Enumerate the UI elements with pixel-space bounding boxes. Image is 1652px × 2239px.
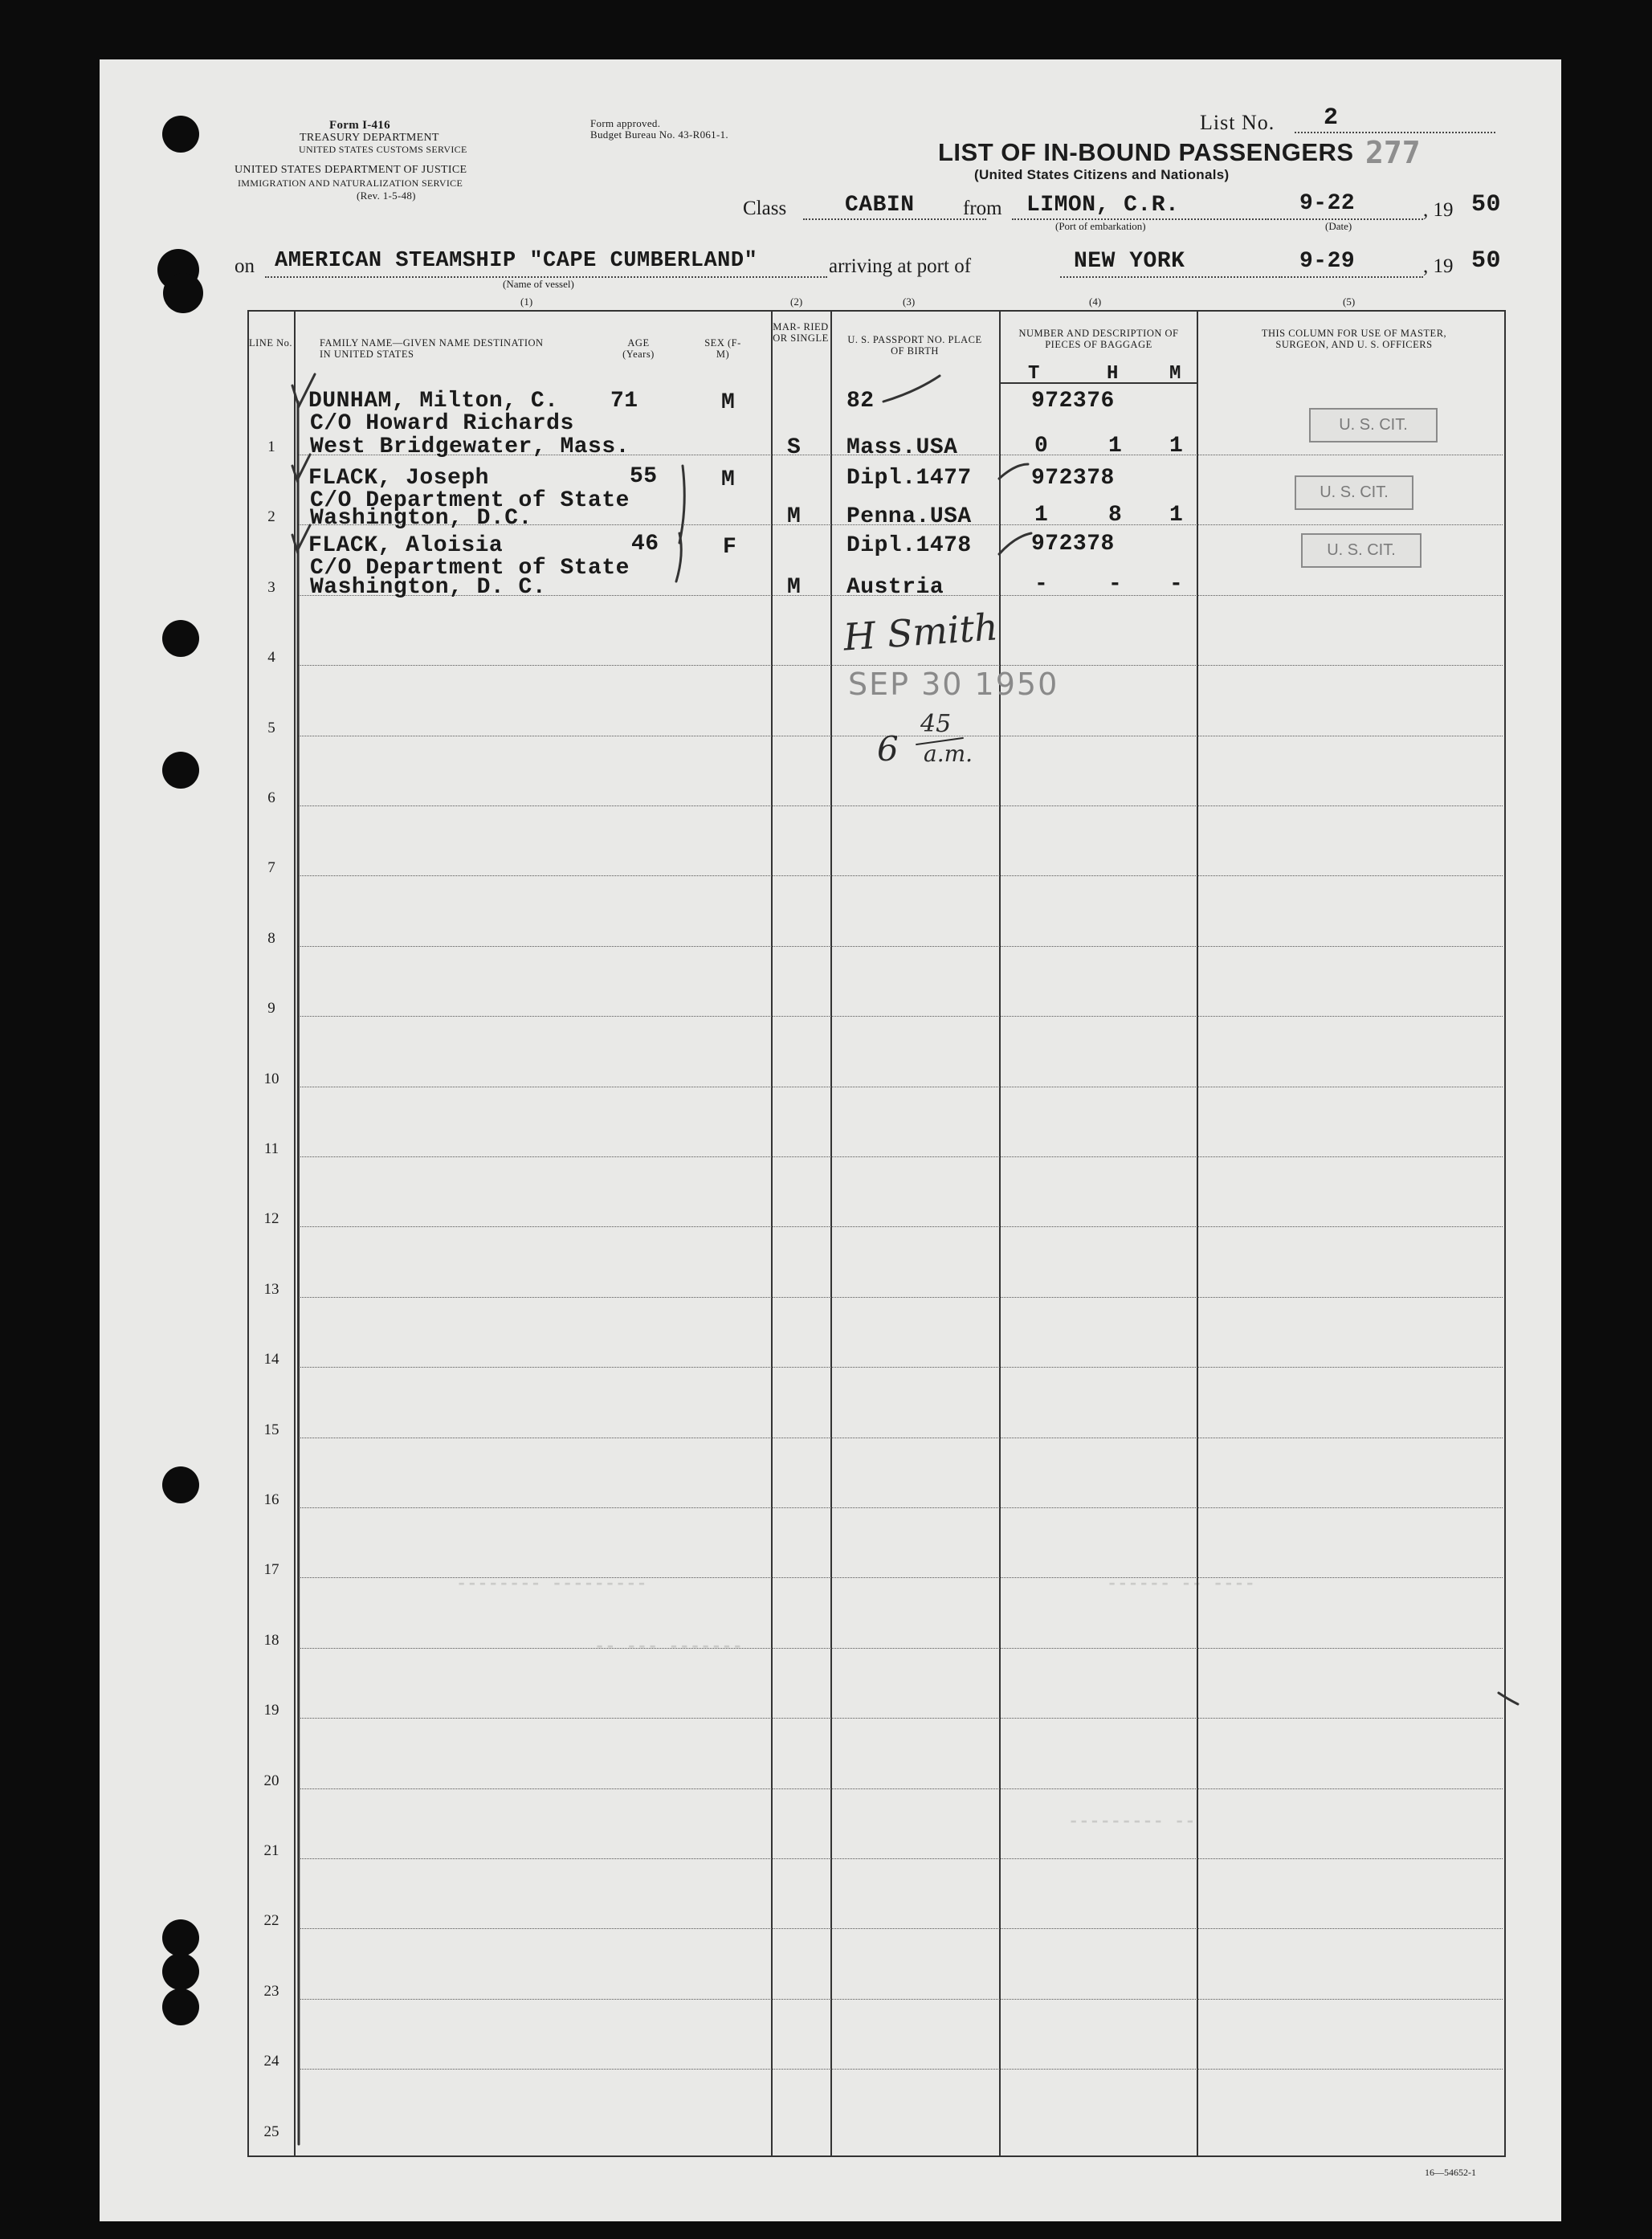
passenger-1-bag-m: 1 [1169, 434, 1184, 459]
vessel-caption: (Name of vessel) [503, 278, 574, 290]
passenger-2-address-1: C/O Department of State [310, 488, 630, 513]
passenger-3-name: FLACK, Aloisia [308, 533, 504, 558]
passenger-3-bag-h: - [1108, 572, 1123, 597]
revision: (Rev. 1-5-48) [357, 190, 416, 202]
passenger-3-address-1: C/O Department of State [310, 556, 630, 581]
passenger-3-passport: Dipl.1478 [846, 533, 972, 558]
passenger-3-citizen-stamp: U. S. CIT. [1301, 533, 1422, 568]
embarkation-year: 50 [1471, 191, 1502, 218]
passenger-1-birthplace: Mass.USA [846, 435, 958, 460]
column-number: (5) [1343, 296, 1356, 308]
passenger-2-sex: M [721, 467, 736, 492]
column-number: (3) [903, 296, 916, 308]
line-number: 20 [263, 1772, 279, 1789]
line-number: 16 [263, 1491, 279, 1508]
ins-service: IMMIGRATION AND NATURALIZATION SERVICE [238, 177, 463, 189]
inspection-time-suffix: a.m. [924, 740, 973, 767]
customs-service: UNITED STATES CUSTOMS SERVICE [299, 144, 467, 155]
form-approved: Form approved. [590, 117, 661, 129]
budget-bureau: Budget Bureau No. 43-R061-1. [590, 128, 728, 141]
line-number: 23 [263, 1982, 279, 2000]
line-number: 3 [267, 578, 275, 596]
arriving-label: arriving at port of [829, 255, 972, 277]
header-age: AGE (Years) [622, 337, 655, 360]
passenger-2-address-2: Washington, D.C. [310, 506, 532, 531]
port-caption: (Port of embarkation) [1055, 220, 1146, 232]
document-subtitle: (United States Citizens and Nationals) [974, 167, 1230, 182]
line-number: 17 [263, 1561, 279, 1579]
baggage-sub-m: M [1169, 363, 1181, 385]
inspection-time-minutes: 45 [920, 710, 952, 738]
header-line-no: LINE No. [249, 337, 292, 349]
header-name: FAMILY NAME—GIVEN NAME DESTINATION IN UNITED STATES [320, 337, 544, 360]
passenger-2-marital: M [787, 504, 802, 529]
form-id: Form I-416 [329, 119, 390, 132]
from-label: from [963, 198, 1002, 219]
document-title: LIST OF IN-BOUND PASSENGERS [938, 138, 1354, 166]
year-prefix-2: , 19 [1423, 255, 1454, 277]
passenger-3-age: 46 [631, 532, 659, 557]
passenger-1-passport: 82 [846, 389, 875, 414]
line-number: 9 [267, 1000, 275, 1018]
passenger-1-bag-t: 0 [1034, 434, 1049, 459]
passenger-3-sex: F [723, 535, 737, 560]
line-number: 11 [263, 1140, 279, 1157]
line-number: 19 [263, 1702, 279, 1719]
passenger-2-bag-m: 1 [1169, 503, 1184, 528]
on-label: on [235, 255, 255, 277]
passenger-1-citizen-stamp: U. S. CIT. [1309, 408, 1438, 442]
header-sex: SEX (F-M) [704, 337, 741, 360]
passenger-2-birthplace: Penna.USA [846, 504, 972, 529]
bleed-through-text: ------ -- ---- [1107, 1574, 1255, 1594]
line-number: 21 [263, 1842, 279, 1859]
passenger-2-citizen-stamp: U. S. CIT. [1295, 475, 1413, 510]
line-number: 14 [263, 1351, 279, 1368]
header-baggage: NUMBER AND DESCRIPTION OF PIECES OF BAGGAGE [1018, 328, 1179, 350]
justice-dept: UNITED STATES DEPARTMENT OF JUSTICE [235, 164, 467, 176]
year-prefix-1: , 19 [1423, 199, 1454, 221]
inspection-date-stamp: SEP 30 1950 [848, 667, 1059, 702]
passenger-2-age: 55 [630, 464, 658, 489]
header-officers: THIS COLUMN FOR USE OF MASTER, SURGEON, AND U. S. OFFICERS [1261, 328, 1447, 350]
passenger-1-ticket: 972376 [1031, 389, 1115, 414]
passenger-1-address-1: C/O Howard Richards [310, 411, 574, 436]
class-label: Class [743, 198, 787, 219]
line-number: 13 [263, 1280, 279, 1298]
line-number: 24 [263, 2053, 279, 2070]
passenger-3-birthplace: Austria [846, 575, 944, 600]
passenger-2-name: FLACK, Joseph [308, 466, 489, 491]
line-number: 5 [267, 719, 275, 736]
passenger-3-marital: M [787, 575, 802, 600]
passenger-3-bag-t: - [1034, 572, 1049, 597]
line-number: 25 [263, 2123, 279, 2140]
list-no-value: 2 [1324, 104, 1339, 132]
inspection-time-hour: 6 [877, 729, 899, 769]
header-passport: U. S. PASSPORT NO. PLACE OF BIRTH [847, 334, 982, 357]
handwritten-list-number: 277 [1365, 135, 1421, 170]
line-number: 6 [267, 789, 275, 806]
line-number: 4 [267, 649, 275, 667]
passenger-1-sex: M [721, 390, 736, 415]
passenger-3-address-2: Washington, D. C. [310, 575, 547, 600]
line-number: 18 [263, 1631, 279, 1649]
passenger-2-bag-h: 8 [1108, 503, 1123, 528]
line-number: 7 [267, 859, 275, 877]
baggage-sub-t: T [1028, 363, 1040, 385]
arrival-year: 50 [1471, 247, 1502, 275]
column-number: (1) [520, 296, 533, 308]
passenger-1-marital: S [787, 435, 802, 460]
line-number: 2 [267, 508, 275, 526]
column-number: (2) [790, 296, 803, 308]
passenger-2-passport: Dipl.1477 [846, 466, 972, 491]
column-number: (4) [1089, 296, 1102, 308]
baggage-sub-h: H [1107, 363, 1119, 385]
header-married: MAR- RIED OR SINGLE [773, 321, 829, 344]
embarkation-date: 9-22 [1299, 191, 1356, 216]
list-no-label: List No. [1200, 111, 1275, 134]
line-number: 1 [267, 438, 275, 455]
passenger-1-bag-h: 1 [1108, 434, 1123, 459]
class-value: CABIN [845, 193, 915, 218]
arrival-port: NEW YORK [1074, 249, 1185, 274]
passenger-1-address-2: West Bridgewater, Mass. [310, 434, 630, 459]
passenger-2-ticket: 972378 [1031, 466, 1115, 491]
passenger-3-bag-m: - [1169, 572, 1184, 597]
officer-signature: H Smith [842, 605, 1000, 659]
form-code: 16—54652-1 [1425, 2167, 1476, 2178]
passenger-1-age: 71 [610, 389, 638, 414]
passenger-2-bag-t: 1 [1034, 503, 1049, 528]
bleed-through-text: -- --- ------- [594, 1637, 743, 1657]
bleed-through-text: -------- --------- [456, 1574, 647, 1594]
passenger-3-ticket: 972378 [1031, 532, 1115, 557]
line-number: 8 [267, 929, 275, 947]
bleed-through-text: --------- -- [1068, 1812, 1196, 1832]
treasury-dept: TREASURY DEPARTMENT [300, 132, 439, 144]
line-number: 12 [263, 1210, 279, 1228]
passenger-1-name: DUNHAM, Milton, C. [308, 389, 559, 414]
line-number: 22 [263, 1912, 279, 1930]
port-of-embarkation: LIMON, C.R. [1026, 193, 1180, 218]
vessel-name: AMERICAN STEAMSHIP "CAPE CUMBERLAND" [275, 249, 758, 273]
date-caption: (Date) [1325, 220, 1352, 232]
arrival-date: 9-29 [1299, 249, 1356, 274]
line-number: 15 [263, 1421, 279, 1438]
line-number: 10 [263, 1070, 279, 1087]
